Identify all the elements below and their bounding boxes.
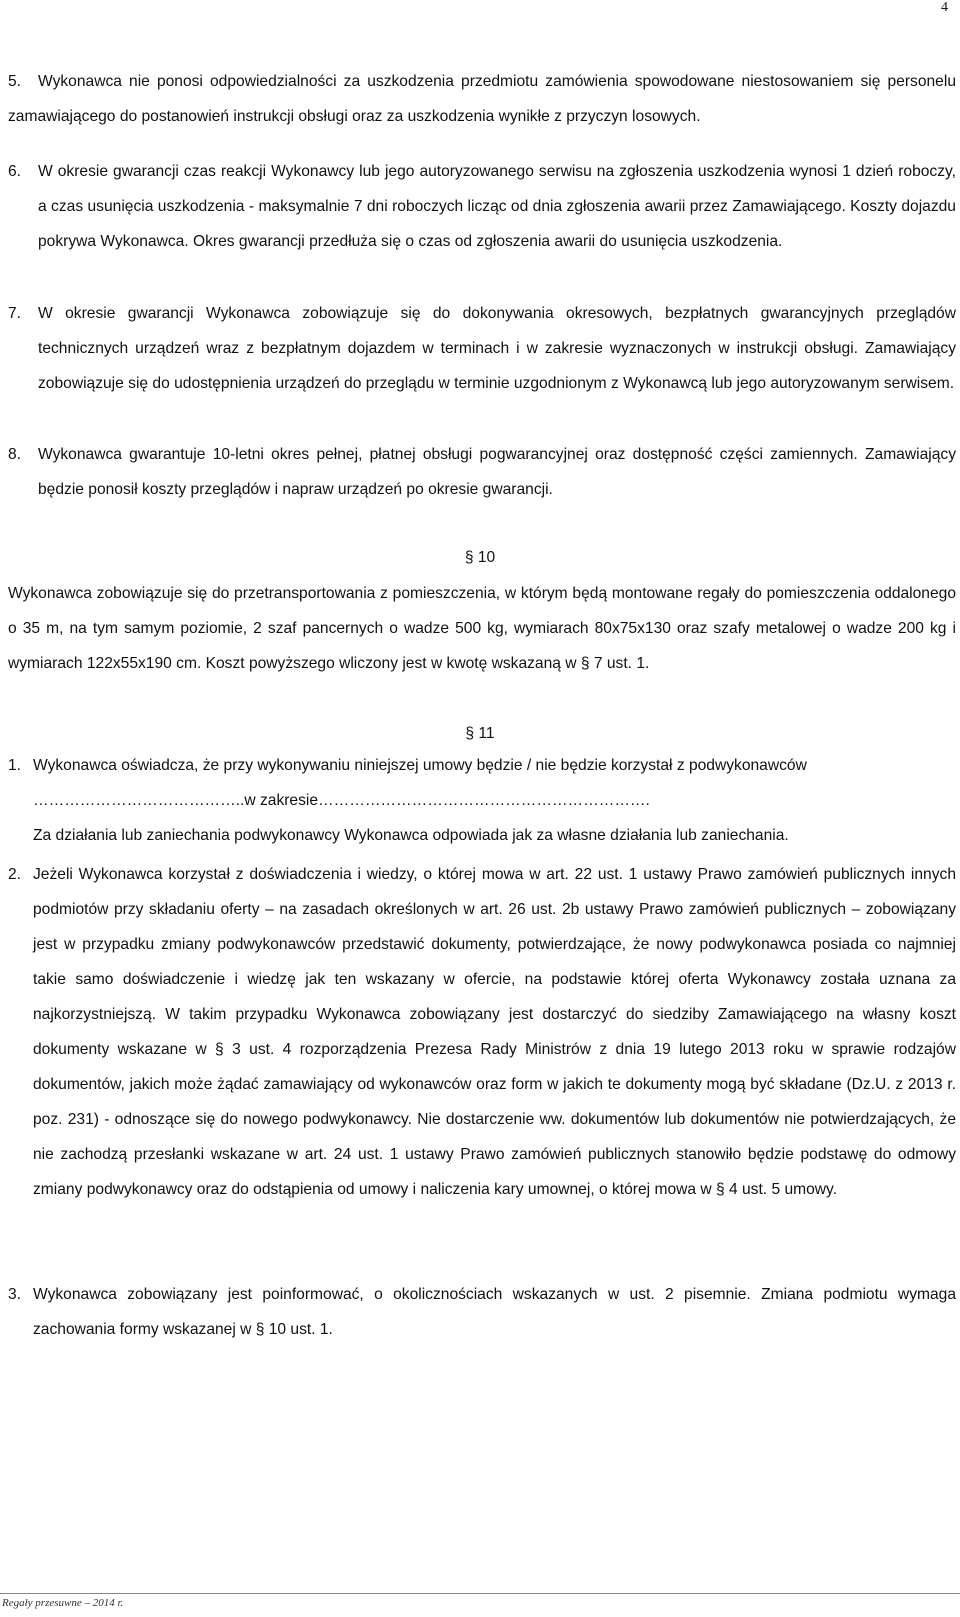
clause-text: Wykonawca nie ponosi odpowiedzialności za uszkodzenia przedmiotu zamówienia spowodowane niestosowaniem się personelu zamawiającego do postanowień instrukcji obsługi oraz za uszkodzenia wynikłe z przyczyn losowych.: [8, 73, 956, 125]
footer-divider: [0, 1593, 960, 1594]
section-11-heading: § 11: [465, 725, 495, 742]
clause-5: [8, 64, 956, 134]
clause-11-1-line3: Za działania lub zaniechania podwykonawcy Wykonawca odpowiada jak za własne działania lub zaniechania.: [33, 827, 789, 844]
clause-text: Jeżeli Wykonawca korzystał z doświadczenia i wiedzy, o której mowa w art. 22 ust. 1 ustawy Prawo zamówień publicznych innych podmiotów przy składaniu oferty – na zasadach określonych w art. 26 ust. 2b ustawy Prawo zamówień publicznych – zobowiązany jest w przypadku zmiany podwykonawców przedstawić dokumenty, potwierdzające, że nowy podwykonawca posiada co najmniej takie samo doświadczenie i wiedzę jak ten wskazany w ofercie, na podstawie której oferta Wykonawcy została uznana za najkorzystniejszą. W takim przypadku Wykonawca zobowiązany jest dostarczyć do siedziby Zamawiającego na własny koszt dokumenty wskazane w § 3 ust. 4 rozporządzenia Prezesa Rady Ministrów z dnia 19 lutego 2013 roku w sprawie rodzajów dokumentów, jakich może żądać zamawiający od wykonawców oraz form w jakich te dokumenty mogą być składane (Dz.U. z 2013 r. poz. 231) - odnoszące się do nowego podwykonawcy. Nie dostarczenie ww. dokumentów lub dokumentów nie potwierdzających, że nie zachodzą przesłanki wskazane w art. 24 ust. 1 ustawy Prawo zamówień publicznych stanowiło będzie podstawę do odmowy zmiany podwykonawcy oraz do odstąpienia od umowy i naliczenia kary umownej, o której mowa w § 4 ust. 5 umowy.: [33, 866, 956, 1198]
clause-number: 7.: [8, 305, 22, 322]
clause-text: W okresie gwarancji czas reakcji Wykonawcy lub jego autoryzowanego serwisu na zgłoszenia uszkodzenia wynosi 1 dzień roboczy, a czas usunięcia uszkodzenia - maksymalnie 7 dni roboczych licząc od dnia zgłoszenia awarii przez Zamawiającego. Koszty dojazdu pokrywa Wykonawca. Okres gwarancji przedłuża się o czas od zgłoszenia awarii do usunięcia uszkodzenia.: [38, 163, 956, 250]
clause-number: 2.: [8, 866, 22, 883]
section-10-text: Wykonawca zobowiązuje się do przetransportowania z pomieszczenia, w którym będą montowane regały do pomieszczenia oddalonego o 35 m, na tym samym poziomie, 2 szaf pancernych o wadze 500 kg, wymiarach 80x75x130 oraz szafy metalowej o wadze 200 kg i wymiarach 122x55x190 cm. Koszt powyższego wliczony jest w kwotę wskazaną w § 7 ust. 1.: [8, 585, 956, 672]
clause-text: W okresie gwarancji Wykonawca zobowiązuje się do dokonywania okresowych, bezpłatnych gwarancyjnych przeglądów technicznych urządzeń wraz z bezpłatnym dojazdem w terminach i w zakresie wyznaczonych w instrukcji obsługi. Zamawiający zobowiązuje się do udostępnienia urządzeń do przeglądu w terminie uzgodnionym z Wykonawcą lub jego autoryzowanym serwisem.: [38, 305, 956, 392]
clause-11-1-line2: …………………………………..w zakresie……………………………………………………….: [33, 792, 650, 809]
clause-number: 3.: [8, 1286, 22, 1303]
clause-number: 8.: [8, 446, 22, 463]
footer-text: Regały przesuwne – 2014 r.: [2, 1597, 124, 1609]
clause-8: [8, 437, 956, 507]
section-10-heading: § 10: [464, 549, 496, 566]
clause-number: 1.: [8, 757, 22, 774]
clause-number: 6.: [8, 163, 22, 180]
clause-11-3: [8, 1277, 956, 1347]
clause-text: Wykonawca zobowiązany jest poinformować, o okolicznościach wskazanych w ust. 2 pisemnie. Zmiana podmiotu wymaga zachowania formy wskazanej w § 10 ust. 1.: [33, 1286, 956, 1338]
page-number: 4: [941, 0, 948, 15]
clause-number: 5.: [8, 73, 22, 90]
clause-7: [8, 296, 956, 401]
clause-11-2: [8, 857, 956, 1207]
clause-6: [8, 154, 956, 259]
clause-11-1-line1: Wykonawca oświadcza, że przy wykonywaniu niniejszej umowy będzie / nie będzie korzystał z podwykonawców: [33, 757, 807, 774]
clause-text: Wykonawca gwarantuje 10-letni okres pełnej, płatnej obsługi pogwarancyjnej oraz dostępność części zamiennych. Zamawiający będzie ponosił koszty przeglądów i napraw urządzeń po okresie gwarancji.: [38, 446, 956, 498]
